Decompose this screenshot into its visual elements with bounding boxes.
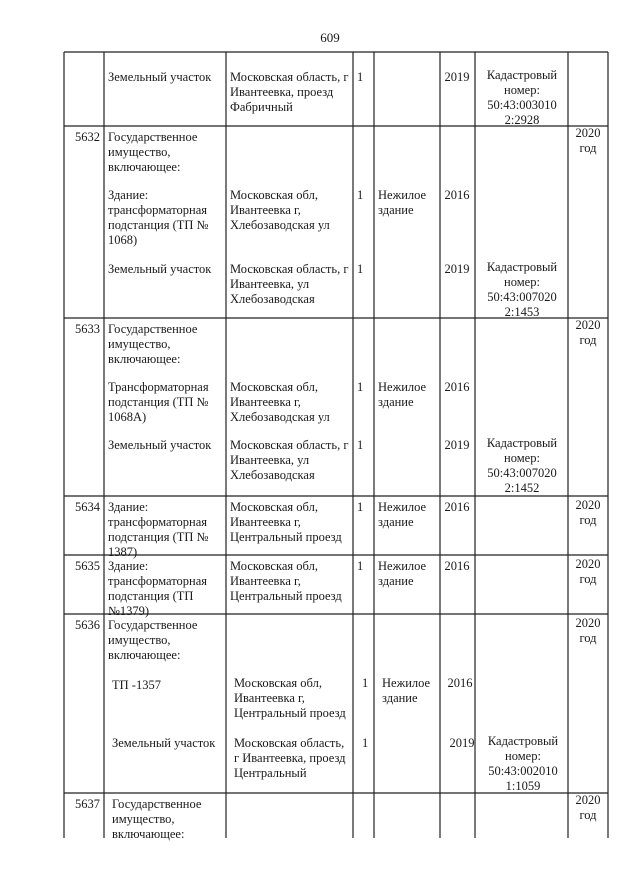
record-heading: Государственное имущество, включающее: bbox=[112, 797, 202, 841]
item-kind: Нежилое здание bbox=[382, 676, 431, 705]
record-number: 5634 bbox=[75, 500, 100, 514]
item-name: Здание: трансформаторная подстанция (ТП № 1387) bbox=[108, 500, 209, 559]
item-qty: 1 bbox=[357, 188, 364, 202]
item-address: Московская обл, Ивантеевка г, Центральный проезд bbox=[234, 676, 346, 720]
item-qty: 1 bbox=[357, 559, 364, 573]
item-kind: Нежилое здание bbox=[378, 380, 427, 409]
item-address: Московская обл, Ивантеевка г, Хлебозаводская ул bbox=[230, 380, 330, 424]
record-heading: Государственное имущество, включающее: bbox=[108, 618, 198, 662]
item-year: 2019 bbox=[444, 438, 470, 452]
item-kind: Нежилое здание bbox=[378, 559, 427, 588]
item-year: 2016 bbox=[447, 676, 473, 690]
item-name: Земельный участок bbox=[112, 736, 216, 750]
item-name: ТП -1357 bbox=[112, 678, 161, 692]
item-cadastral: Кадастровый номер: 50:43:003010 2:2928 bbox=[486, 68, 558, 127]
record-number: 5635 bbox=[75, 559, 100, 573]
item-name: Земельный участок bbox=[108, 438, 212, 452]
item-year: 2019 bbox=[444, 262, 470, 276]
record-year: 2020 год bbox=[575, 498, 601, 527]
item-year: 2019 bbox=[449, 736, 475, 750]
item-year: 2016 bbox=[444, 380, 470, 394]
item-qty: 1 bbox=[357, 262, 364, 276]
item-cadastral: Кадастровый номер: 50:43:007020 2:1452 bbox=[486, 436, 558, 495]
item-name: Здание: трансформаторная подстанция (ТП № 1068) bbox=[108, 188, 209, 247]
item-address: Московская область, г Ивантеевка, проезд Фабричный bbox=[230, 70, 349, 114]
item-qty: 1 bbox=[357, 70, 364, 84]
record-number: 5633 bbox=[75, 322, 100, 336]
item-kind: Нежилое здание bbox=[378, 500, 427, 529]
record-year: 2020 год bbox=[575, 318, 601, 347]
item-qty: 1 bbox=[362, 736, 369, 750]
item-address: Московская обл, Ивантеевка г, Центральный проезд bbox=[230, 500, 342, 544]
item-qty: 1 bbox=[357, 438, 364, 452]
record-year: 2020 год bbox=[575, 793, 601, 822]
page-number: 609 bbox=[320, 30, 340, 45]
record-number: 5636 bbox=[75, 618, 100, 632]
record-heading: Государственное имущество, включающее: bbox=[108, 130, 198, 174]
item-address: Московская область, г Ивантеевка, проезд Центральный bbox=[234, 736, 346, 780]
record-heading: Государственное имущество, включающее: bbox=[108, 322, 198, 366]
item-name: Трансформаторная подстанция (ТП № 1068А) bbox=[108, 380, 209, 424]
item-qty: 1 bbox=[357, 380, 364, 394]
record-number: 5637 bbox=[75, 797, 100, 811]
item-year: 2016 bbox=[444, 500, 470, 514]
item-qty: 1 bbox=[362, 676, 369, 690]
item-qty: 1 bbox=[357, 500, 364, 514]
item-year: 2016 bbox=[444, 559, 470, 573]
item-cadastral: Кадастровый номер: 50:43:007020 2:1453 bbox=[486, 260, 558, 319]
item-address: Московская обл, Ивантеевка г, Хлебозаводская ул bbox=[230, 188, 330, 232]
item-address: Московская область, г Ивантеевка, ул Хлебозаводская bbox=[230, 262, 349, 306]
item-year: 2019 bbox=[444, 70, 470, 84]
item-name: Здание: трансформаторная подстанция (ТП №1379) bbox=[108, 559, 208, 618]
item-kind: Нежилое здание bbox=[378, 188, 427, 217]
item-cadastral: Кадастровый номер: 50:43:002010 1:1059 bbox=[487, 734, 559, 793]
item-name: Земельный участок bbox=[108, 262, 212, 276]
record-year: 2020 год bbox=[575, 557, 601, 586]
item-year: 2016 bbox=[444, 188, 470, 202]
record-year: 2020 год bbox=[575, 616, 601, 645]
item-address: Московская обл, Ивантеевка г, Центральный проезд bbox=[230, 559, 342, 603]
record-year: 2020 год bbox=[575, 126, 601, 155]
record-number: 5632 bbox=[75, 130, 100, 144]
item-name: Земельный участок bbox=[108, 70, 212, 84]
item-address: Московская область, г Ивантеевка, ул Хлебозаводская bbox=[230, 438, 349, 482]
